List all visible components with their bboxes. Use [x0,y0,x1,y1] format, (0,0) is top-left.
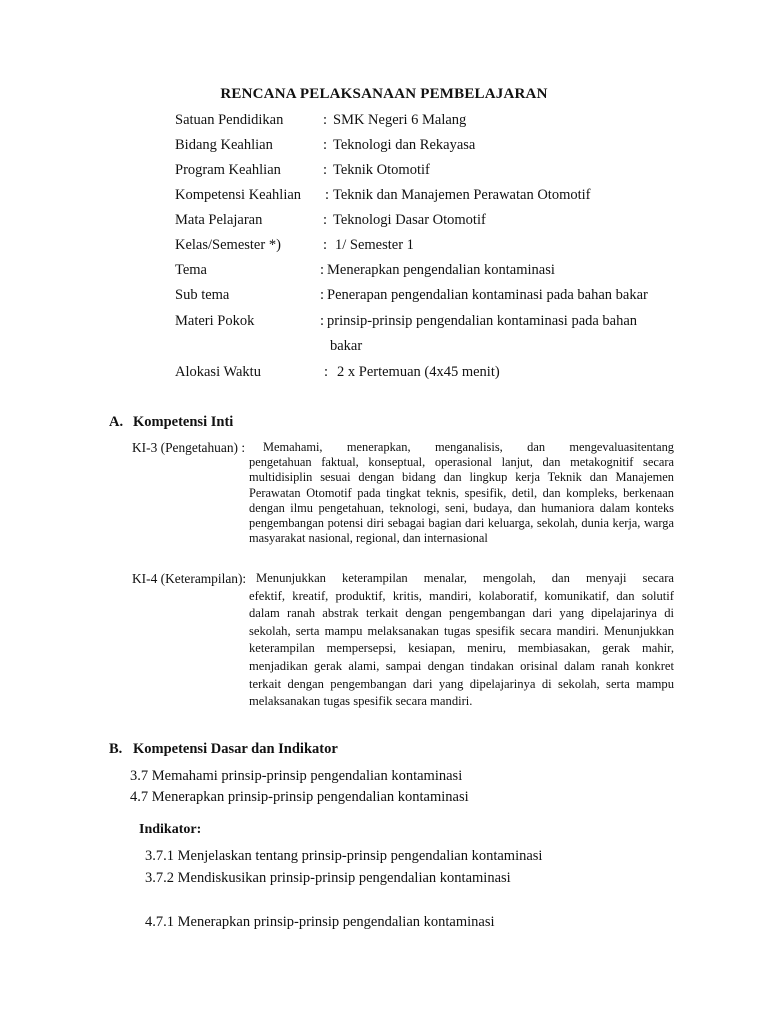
section-letter: A. [109,414,124,430]
kd-item: 3.7 Memahami prinsip-prinsip pengendalian kontaminasi [130,768,463,784]
section-letter: B. [109,741,123,757]
identity-label: Alokasi Waktu [175,364,261,380]
section-b-heading [109,741,338,758]
indikator-item: 4.7.1 Menerapkan prinsip-prinsip pengendalian kontaminasi [145,914,495,930]
document-title: RENCANA PELAKSANAAN PEMBELAJARAN [220,86,548,102]
identity-value: Teknik Otomotif [333,162,430,178]
indikator-item: 3.7.2 Mendiskusikan prinsip-prinsip pengendalian kontaminasi [145,870,511,886]
identity-label: Materi Pokok [175,313,255,329]
section-title: Kompetensi Inti [133,414,234,430]
identity-sep: : [323,162,328,178]
identity-label: Tema [175,262,207,278]
identity-value: 1/ Semester 1 [335,237,414,253]
identity-label: Mata Pelajaran [175,212,263,228]
ki4-body: efektif, kreatif, produktif, kritis, mandiri, kolaboratif, komunikatif, dan solutif dalam ranah abstrak terkait dengan pengembangan dari yang dipelajarinya di sekolah, serta mampu melaksanakan tugas spesifik secara mandiri. Menunjukkan keterampilan mempersepsi, kesiapan, meniru, membiasakan, gerak mahir, menjadikan gerak alami, sampai dengan tindakan orisinal dalam ranah konkret terkait dengan pengembangan dari yang dipelajarinya di sekolah, serta mampu melaksanakan tugas spesifik secara mandiri. [249,588,674,709]
identity-value-continuation: bakar [330,338,363,354]
identity-label: Kelas/Semester *) [175,237,281,253]
identity-label: Program Keahlian [175,162,281,178]
identity-sep: : [320,262,325,278]
identity-sep: : [323,212,328,228]
identity-value: Teknologi Dasar Otomotif [333,212,486,228]
section-a-heading [109,414,233,431]
identity-label: Kompetensi Keahlian [175,187,302,203]
ki3-body: pengetahuan faktual, konseptual, operasional lanjut, dan metakognitif secara multidisiplin sesuai dengan bidang dan lingkup kerja Teknik dan Manajemen Perawatan Otomotif pada tingkat teknis, spesifik, detil, dan kompleks, berkenaan dengan ilmu pengetahuan, teknologi, seni, budaya, dan humaniora dalam konteks pengembangan potensi diri sebagai bagian dari keluarga, sekolah, dunia kerja, warga masyarakat nasional, regional, dan internasional [249,455,674,546]
ki3-label: KI-3 (Pengetahuan) : [132,440,246,455]
ki4-first-line: Menunjukkan keterampilan menalar, mengolah, dan menyaji secara [256,571,674,585]
identity-value: Teknologi dan Rekayasa [333,137,476,153]
identity-label: Sub tema [175,287,230,303]
identity-sep: : [323,112,328,128]
identity-value: Teknik dan Manajemen Perawatan Otomotif [333,187,591,203]
indikator-heading: Indikator: [139,822,202,837]
indikator-item: 3.7.1 Menjelaskan tentang prinsip-prinsip pengendalian kontaminasi [145,848,543,864]
ki4-label: KI-4 (Keterampilan): [132,571,247,586]
ki3-first-line: Memahami, menerapkan, menganalisis, dan mengevaluasitentang [263,440,674,454]
identity-sep: : [323,237,328,253]
identity-sep: : [325,187,330,203]
identity-sep: : [323,137,328,153]
identity-value: 2 x Pertemuan (4x45 menit) [337,364,500,380]
identity-value: SMK Negeri 6 Malang [333,112,467,128]
identity-label: Bidang Keahlian [175,137,273,153]
ki4-description [249,570,674,711]
identity-sep: : [320,287,325,303]
kd-item: 4.7 Menerapkan prinsip-prinsip pengendalian kontaminasi [130,789,469,805]
identity-value: Penerapan pengendalian kontaminasi pada bahan bakar [327,287,648,303]
identity-value: Menerapkan pengendalian kontaminasi [327,262,555,278]
identity-sep: : [324,364,329,380]
ki3-description [249,440,674,546]
identity-value: prinsip-prinsip pengendalian kontaminasi pada bahan [327,313,638,329]
identity-sep: : [320,313,325,329]
section-title: Kompetensi Dasar dan Indikator [133,741,338,757]
identity-label: Satuan Pendidikan [175,112,284,128]
